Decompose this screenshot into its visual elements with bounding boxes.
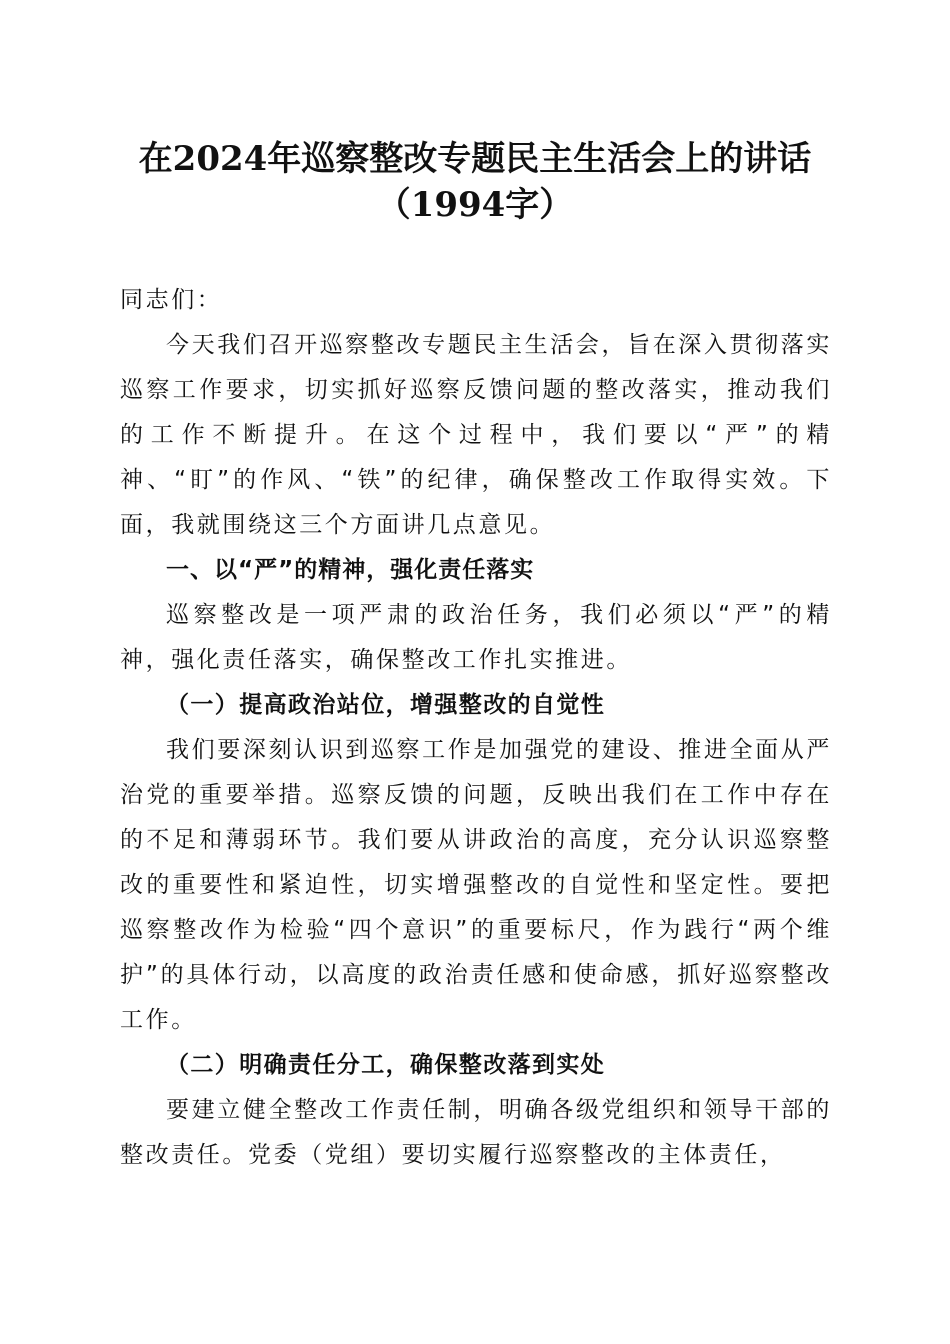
document-body <box>120 278 832 1178</box>
body-paragraph-subsection1: 我们要深刻认识到巡察工作是加强党的建设、推进全面从严治党的重要举措。巡察反馈的问题，反映出我们在工作中存在的不足和薄弱环节。我们要从讲政治的高度，充分认识巡察整改的重要性和紧迫性，切实增强整改的自觉性和坚定性。要把巡察整改作为检验“四个意识”的重要标尺，作为践行“两个维护”的具体行动，以高度的政治责任感和使命感，抓好巡察整改工作。 <box>120 737 832 1033</box>
section-heading-1: 一、以“严”的精神，强化责任落实 <box>166 557 535 583</box>
document-word-count: （1994字） <box>376 185 574 225</box>
body-paragraph-subsection2: 要建立健全整改工作责任制，明确各级党组织和领导干部的整改责任。党委（党组）要切实履行巡察整改的主体责任， <box>120 1097 832 1168</box>
body-paragraph-section1: 巡察整改是一项严肃的政治任务，我们必须以“严”的精神，强化责任落实，确保整改工作扎实推进。 <box>120 602 832 673</box>
subheading-1: （一）提高政治站位，增强整改的自觉性 <box>166 692 606 718</box>
subheading-2: （二）明确责任分工，确保整改落到实处 <box>166 1052 606 1078</box>
salutation: 同志们： <box>120 287 223 313</box>
document-title: 在2024年巡察整改专题民主生活会上的讲话 <box>138 139 812 179</box>
body-paragraph-intro: 今天我们召开巡察整改专题民主生活会，旨在深入贯彻落实巡察工作要求，切实抓好巡察反馈问题的整改落实，推动我们的工作不断提升。在这个过程中，我们要以“严”的精神、“盯”的作风、“铁”的纪律，确保整改工作取得实效。下面，我就围绕这三个方面讲几点意见。 <box>120 332 832 538</box>
